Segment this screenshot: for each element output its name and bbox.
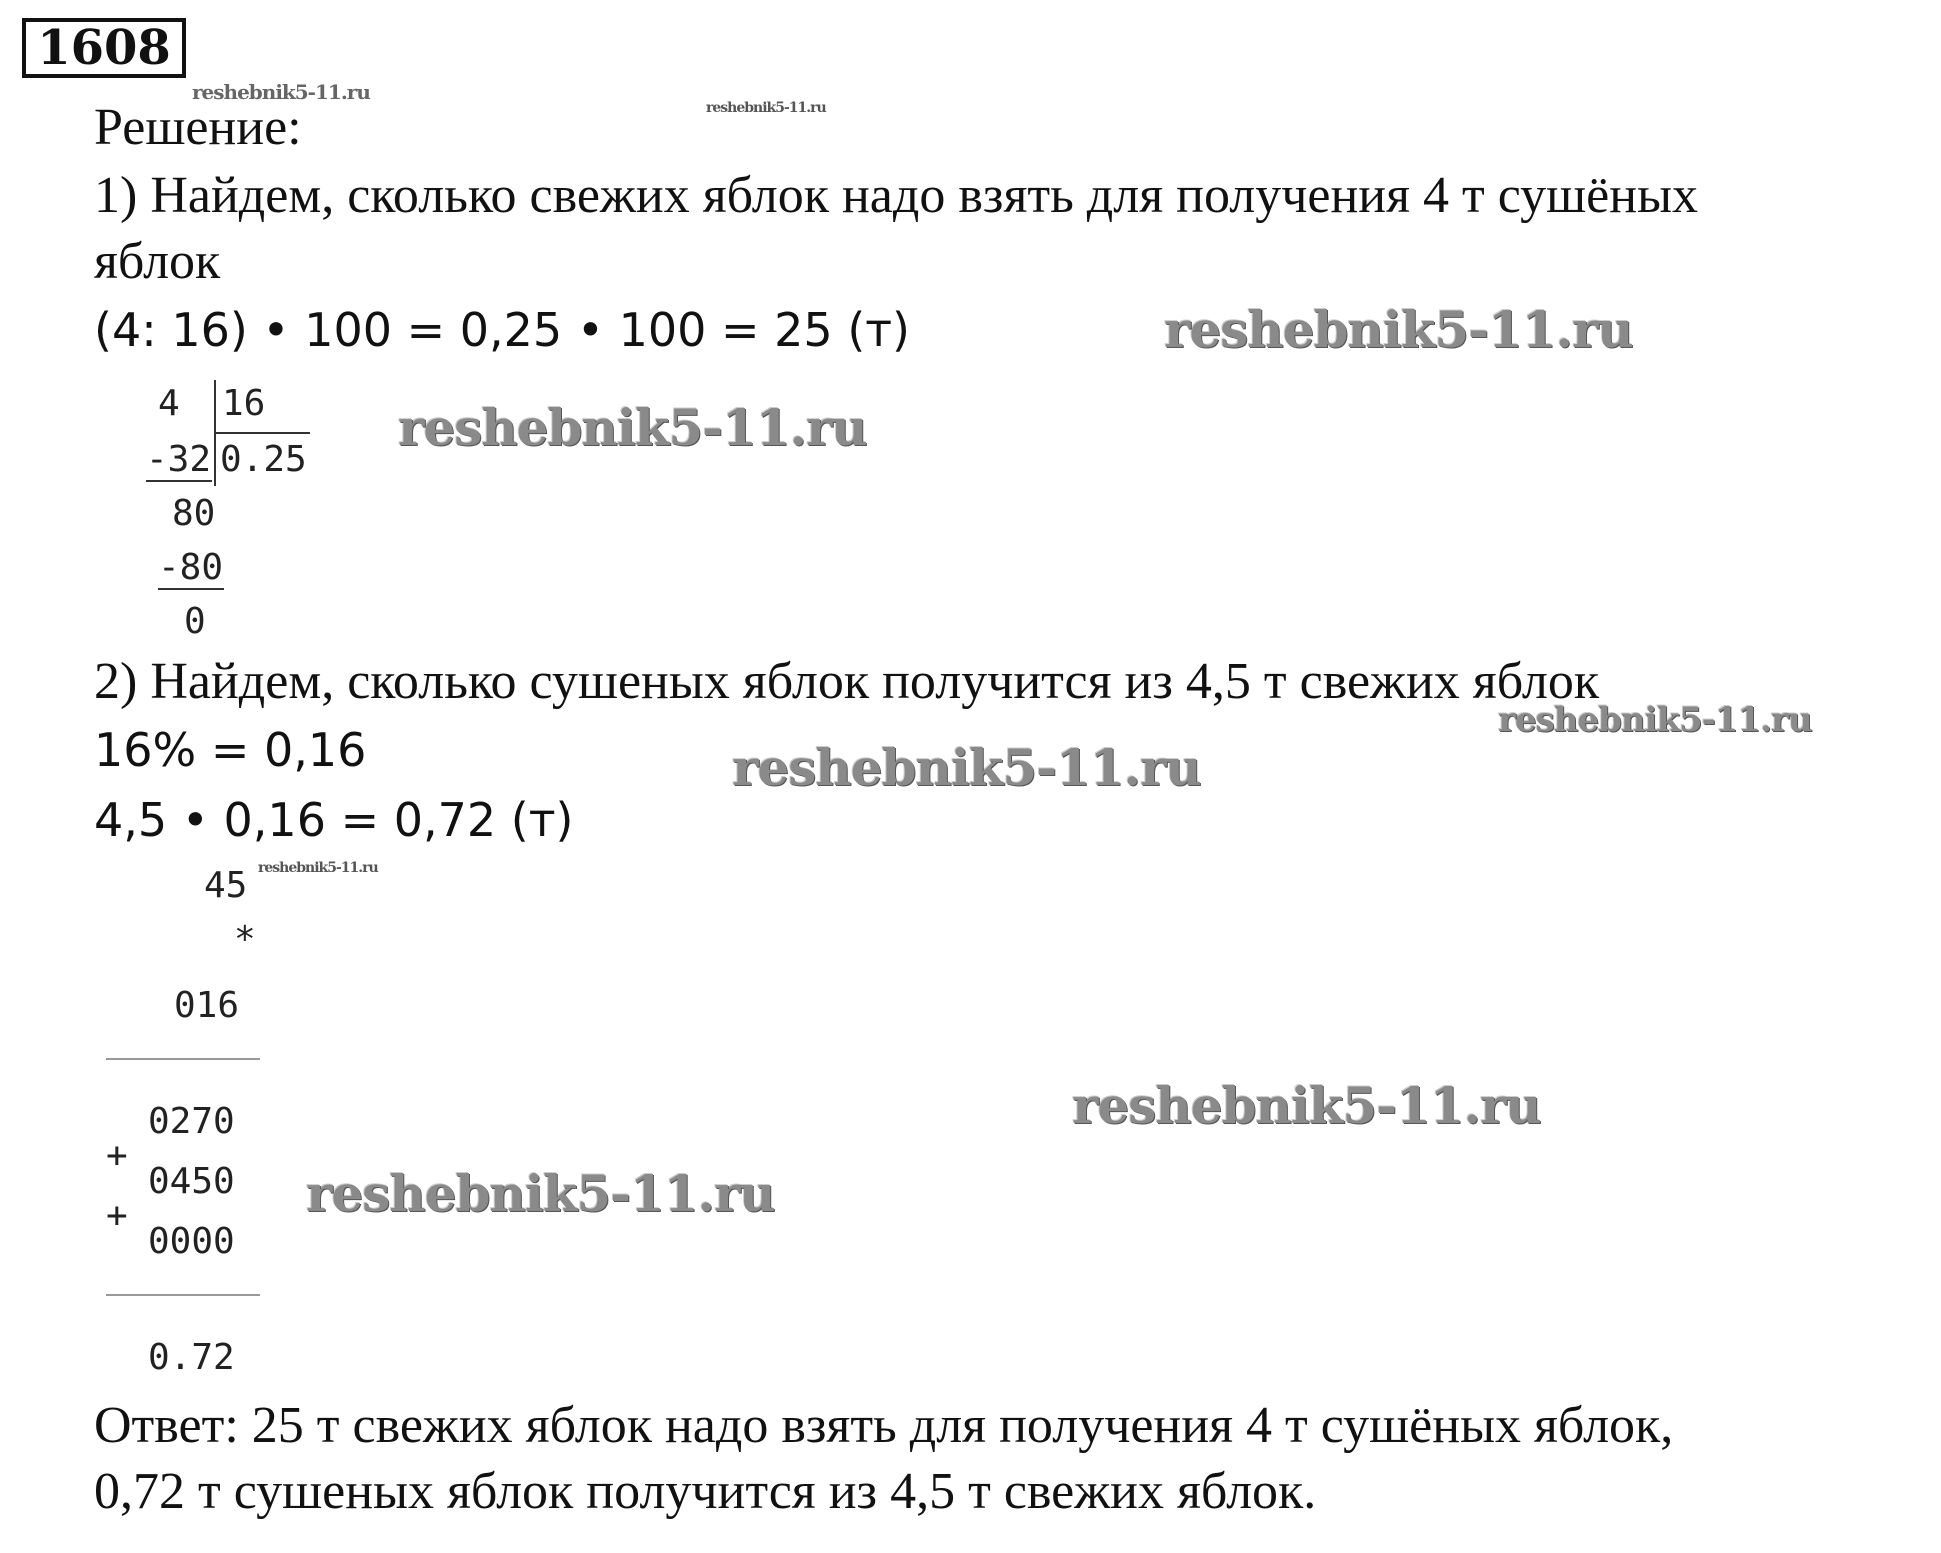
watermark: reshebnik5-11.ru xyxy=(1072,1076,1541,1135)
division-subtract1-underline xyxy=(146,480,212,482)
watermark: reshebnik5-11.ru xyxy=(258,860,378,876)
step2-expression: 4,5 • 0,16 = 0,72 (т) xyxy=(94,793,574,847)
division-divisor: 16 xyxy=(222,383,266,424)
mult-multiplier: 016 xyxy=(174,985,240,1026)
mult-partial2: 0450 xyxy=(148,1161,235,1202)
step2-percent-line: 16% = 0,16 xyxy=(94,723,367,777)
answer-line1: Ответ: 25 т свежих яблок надо взять для получения 4 т сушёных яблок, xyxy=(94,1397,1674,1454)
division-subtract2: -80 xyxy=(158,547,224,588)
division-subtract2-underline xyxy=(158,588,224,590)
mult-operator: * xyxy=(234,919,256,960)
watermark: reshebnik5-11.ru xyxy=(306,1164,775,1223)
step1-expression: (4: 16) • 100 = 0,25 • 100 = 25 (т) xyxy=(94,303,911,357)
answer-line2: 0,72 т сушеных яблок получится из 4,5 т свежих яблок. xyxy=(94,1463,1317,1520)
mult-plus1: + xyxy=(106,1135,128,1176)
mult-rule-top xyxy=(106,1058,260,1060)
mult-rule-bottom xyxy=(106,1294,260,1296)
division-remainder2: 0 xyxy=(184,601,206,642)
problem-number-box: 1608 xyxy=(22,18,186,78)
mult-partial1: 0270 xyxy=(148,1101,235,1142)
mult-partial3: 0000 xyxy=(148,1221,235,1262)
mult-result: 0.72 xyxy=(148,1337,235,1378)
mult-multiplicand: 45 xyxy=(204,865,248,906)
step2-text-line: 2) Найдем, сколько сушеных яблок получится из 4,5 т свежих яблок xyxy=(94,653,1600,710)
watermark: reshebnik5-11.ru xyxy=(732,738,1201,797)
step1-text-line2: яблок xyxy=(94,233,221,290)
watermark: reshebnik5-11.ru xyxy=(1498,700,1812,740)
watermark: reshebnik5-11.ru xyxy=(192,80,370,104)
division-subtract1: -32 xyxy=(146,439,212,480)
step1-text-line1: 1) Найдем, сколько свежих яблок надо взять для получения 4 т сушёных xyxy=(94,167,1699,224)
division-quotient: 0.25 xyxy=(220,439,307,480)
mult-plus2: + xyxy=(106,1195,128,1236)
watermark: reshebnik5-11.ru xyxy=(398,398,867,457)
division-dividend: 4 xyxy=(158,383,180,424)
solution-heading: Решение: xyxy=(94,99,302,156)
watermark: reshebnik5-11.ru xyxy=(1164,300,1633,359)
division-remainder1: 80 xyxy=(172,493,216,534)
division-divisor-underline xyxy=(216,432,310,434)
watermark: reshebnik5-11.ru xyxy=(706,100,826,116)
